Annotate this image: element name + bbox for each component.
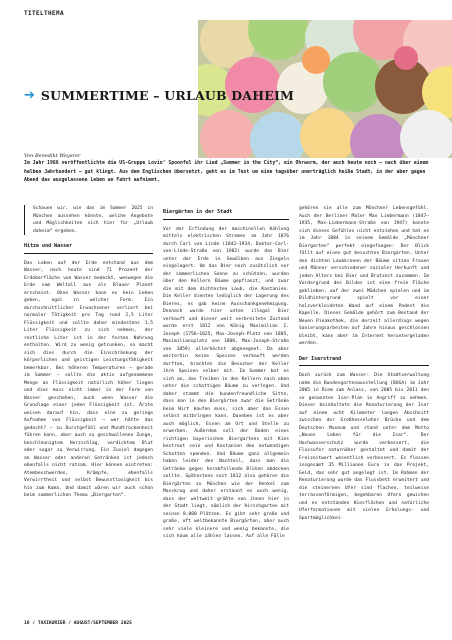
section-rubric: TITELTHEMA xyxy=(24,10,65,17)
article-title-text: SUMMERTIME – URLAUB DAHEIM xyxy=(40,88,295,103)
body-paragraph: gehören sie alle zum Münchner Lebensgefühl. Auch der Berliner Maler Max Liebermann (1847–1935, Max-Liebermann-Straße von 1947) konnte sich dieses Gefühles nicht entziehen und hat es im Jahr 1884 in seinem Gemälde „Münchner Biergarten“ perfekt eingefangen: Der Blick fällt auf einen gut besuchten Biergarten. Unter den dichten Laubkronen der Bäume sitzen Frauen und Männer verschiedener sozialer Herkunft und jeden Alters bei Bier und Brotzeit zusammen. Im Vordergrund des Bildes ist eine freie Fläche geblieben, auf der zwei Mädchen spielen und im Bildhintergrund spielt vor einer holzverkleideten Wand auf einem Podest die Kapelle. Dieses Gemälde gehört zum Bestand der Neuen Pinakothek, die derzeit allerdings wegen Sanierungsarbeiten auf Jahre hinaus geschlossen bleibt, kann aber im Internet heruntergeladen werden. xyxy=(299,206,429,346)
article-title xyxy=(24,88,294,103)
subheading-isarstrand: Der Isarstrand xyxy=(299,356,429,367)
hero-banner xyxy=(0,20,452,158)
subheading-hitze-wasser: Hitze und Wasser xyxy=(24,243,153,254)
text-column-1 xyxy=(24,205,153,500)
page-footer: 16 / TAXIKURIER / AUGUST/SEPTEMBER 2025 xyxy=(24,621,132,626)
body-paragraph: Das Leben auf der Erde entstand aus dem Wasser, noch heute sind 71 Prozent der Erdoberfläche von Wasser bedeckt, weswegen die Erde vom Weltall aus als Blauer Planet erscheint. Ohne Wasser kann es kein Leben geben, egal in welcher Form. Ein durchschnittlicher Erwachsener verliert bei normaler Tätigkeit pro Tag rund 2,5 Liter Flüssigkeit und sollte daher mindestens 1,5 Liter Flüssigkeit zu sich nehmen, der restliche Liter ist in der festen Nahrung enthalten. Wird zu wenig getrunken, so macht sich dies durch die Einschränkung der körperlichen und geistigen Leistungsfähigkeit bemerkbar. Bei höheren Temperaturen – gerade im Sommer – sollte die aktiv aufgenommene Menge an Flüssigkeit natürlich höher liegen und dies muss nicht immer in der Form von Wasser geschehen, auch wenn Wasser die Grundlage einer jeden Flüssigkeit ist. Ärzte weisen darauf hin, dass eine zu geringe Aufnahme von Flüssigkeit – wer hätte das gedacht? – zu Durstgefühl und Mundtrockenheit führen kann, aber auch zu geschwollenen Zunge, beschleunigtem Herzschlag, verdicktem Blut oder sogar zu Verwirrung. Ein Zuviel dagegen an Wasser oder anderen Getränken ist jedoch ebenfalls nicht ratsam. Hier können eintreten: Atembeschwerden, Krämpfe, ebenfalls Verwirrtheit und selbst Bewusstlosigkeit bis hin zum Koma. Und damit wären wir auch schon beim sommerlichen Thema „Biergarten“. xyxy=(24,260,153,498)
author-byline: Von Benedikt Weyerer xyxy=(24,153,81,159)
body-paragraph: Doch zurück zum Wasser: Die Stadtverwaltung nahm die Bundesgartenausstellung (BUGA) im Jahr 2005 in Riem zum Anlass, von 2005 bis 2011 den so genannten Isar-Plan in Angriff zu nehmen. Dieser beinhaltete die Renaturierung der Isar auf einem acht Kilometer langen Abschnitt zwischen der Großhesseloher Brücke und dem Deutschen Museum und stand unter dem Motto „Neues Leben für die Isar“. Der Hochwasserschutz wurde verbessert, die Flussufer naturnäher gestaltet und damit der Freizeitwert wesentlich verbessert. Es flossen insgesamt 35 Millionen Euro in das Projekt, Geld, das sehr gut angelegt ist. Im Rahmen der Renaturierung wurde das Flussbett erweitert und die steinernen Ufer sind flachen, teilweise terrassenförmigen, begehbaren Ufern gewichen und es entstanden Kiesflächen und natürliche Uferformationen mit vielen Erholungs- und Sportmöglichkei- xyxy=(299,373,429,521)
lede-paragraph: Im Jahr 1966 veröffentlichte die US-Gruppe Lovin’ Spoonful ihr Lied „Summer in the City“, ein Ohrwurm, der auch heute noch – nach über einem halben Jahrhundert – gut klingt. Aus dem Englischen übersetzt, geht es im Text um eine tagsüber unerträglich heiße Stadt, in der aber gegen Abend das ausgelassene Leben an Fahrt aufnimmt. xyxy=(24,161,429,183)
intro-paragraph: Schauen wir, wie das im Sommer 2025 in München aussehen könnte, welche Angebote und Möglichkeiten sich hier für „Urlaub daheim“ ergeben. xyxy=(24,205,153,235)
subheading-biergaerten: Biergärten in der Stadt xyxy=(163,209,289,220)
body-paragraph: Vor der Erfindung der maschinellen Kühlung mittels elektrischen Stromes im Jahr 1876 durch Carl von Linde (1842–1934, Doktor-Carl-von-Linde-Straße von 1982) wurde das Bier unter der Erde in Gewölben aus Ziegeln eingelagert. Um das Bier noch zusätzlich vor der sommerlichen Sonne zu schützen, wurden über den Kellern Bäume gepflanzt, und zwar die mit dem dichtesten Laub, die Kastanien. Die Keller dienten lediglich der Lagerung des Bieres, es gab keine Ausschankgenehmigung. Dennoch wurde hier unten illegal Bier verkauft und dieser weit verbreitete Zustand wurde erst 1812 von König Maximilian I. Joseph (1756–1825, Max-Joseph-Platz von 1805, Maximiliansplatz von 1808, Max-Joseph-Straße von 1859) allerhöchst abgesegnet. Da aber weiterhin keine Speisen verkauft werden durften, brachten die Besucher der Keller ihre Speisen selber mit. Im Sommer bot es sich an, das Treiben in den Kellern nach oben unter die schattigen Bäume zu verlegen. Und daher stammt die kundenfreundliche Sitte, dass man in den Biergärten zwar die Getränke beim Wirt kaufen muss, sich aber das Essen selbst mitbringen kann. Daneben ist es aber auch möglich, Essen am Ort und Stelle zu erwerben. Außerdem soll der Boden eines richtigen bayerischen Biergartens mit Kies bestreut sein und Kastanien den notwendigen Schatten spenden. Und Bäume ganz allgemein haben leider den Nachteil, dass man die Getränke gegen herabfallende Blüten abdecken sollte. Spätestens seit 1812 also gehören die Biergärten zu München wie der Henkel zum Masskrug und daher erstaunt es auch wenig, dass der weltweit größte von ihnen hier in der Stadt liegt, nämlich der Hirschgarten mit seinen 8.000 Plätzen. Es gibt sehr große und große, oft weltbekannte Biergärten, aber auch sehr viele kleinere und wenig bekannte, die sich kaum alle zählen lassen. Auf alle Fälle xyxy=(163,226,289,539)
text-column-2 xyxy=(163,205,289,541)
text-column-3 xyxy=(299,205,429,522)
arrow-right-icon: ➔ xyxy=(24,88,35,103)
